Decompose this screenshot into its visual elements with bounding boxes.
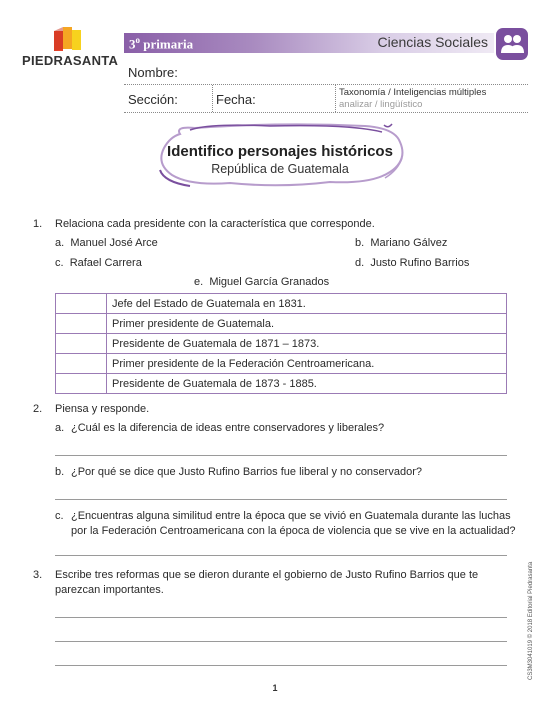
subquestion-letter: a. (55, 422, 65, 434)
answer-line[interactable] (55, 617, 507, 618)
subject-title: Ciencias Sociales (377, 34, 488, 50)
row-description: Primer presidente de Guatemala. (107, 314, 507, 334)
option-item: a. Manuel José Arce (55, 237, 158, 249)
question-number: 1. (33, 218, 43, 230)
table-row (56, 374, 507, 394)
answer-cell[interactable] (56, 294, 107, 314)
question-prompt: Escribe tres reformas que se dieron durante el gobierno de Justo Rufino Barrios que te (55, 569, 479, 581)
taxonomy-label: Taxonomía / Inteligencias múltiples (339, 87, 487, 98)
matching-table (55, 293, 507, 394)
subquestion-text: ¿Encuentras alguna similitud entre la época que se vivió en Guatemala durante las luchas (71, 510, 511, 522)
subquestion-letter: c. (55, 510, 64, 522)
taxonomy-value: analizar / lingüístico (339, 99, 423, 110)
question-prompt: Piensa y responde. (55, 403, 150, 415)
answer-cell[interactable] (56, 334, 107, 354)
question-number: 3. (33, 569, 43, 581)
question-number: 2. (33, 403, 43, 415)
table-row (56, 294, 507, 314)
option-item: c. Rafael Carrera (55, 257, 142, 269)
name-label: Nombre: (128, 65, 178, 80)
answer-line[interactable] (55, 499, 507, 500)
divider (212, 85, 213, 112)
piedrasanta-logo-icon (52, 25, 84, 53)
grade-label: 3$^o$ primaria (129, 35, 194, 52)
option-item: d. Justo Rufino Barrios (355, 257, 470, 269)
table-row (56, 314, 507, 334)
question-prompt: parezcan importantes. (55, 584, 164, 596)
answer-cell[interactable] (56, 354, 107, 374)
name-line[interactable] (124, 84, 528, 85)
people-icon (496, 28, 528, 60)
answer-line[interactable] (55, 665, 507, 666)
row-description: Primer presidente de la Federación Centroamericana. (107, 354, 507, 374)
subquestion-text: ¿Cuál es la diferencia de ideas entre conservadores y liberales? (71, 422, 385, 434)
section-line[interactable] (124, 112, 528, 113)
divider (335, 85, 336, 112)
row-description: Presidente de Guatemala de 1871 – 1873. (107, 334, 507, 354)
logo-text: PIEDRASANTA (22, 53, 119, 68)
page-number: 1 (272, 683, 278, 693)
subquestion-letter: b. (55, 466, 65, 478)
table-row (56, 334, 507, 354)
subquestion-text: ¿Por qué se dice que Justo Rufino Barrios fue liberal y no conservador? (71, 466, 422, 478)
date-label: Fecha: (216, 92, 256, 107)
table-row (56, 354, 507, 374)
answer-line[interactable] (55, 455, 507, 456)
answer-line[interactable] (55, 555, 507, 556)
option-item: b. Mariano Gálvez (355, 237, 448, 249)
section-label: Sección: (128, 92, 178, 107)
copyright-code: CS3M3041019 © 2018 Editorial Piedrasanta (528, 561, 534, 680)
subquestion-text: por la Federación Centroamericana con la época de violencia que se vive en la actualidad? (71, 525, 516, 537)
worksheet-subtitle: República de Guatemala (211, 162, 349, 176)
row-description: Presidente de Guatemala de 1873 - 1885. (107, 374, 507, 394)
answer-cell[interactable] (56, 374, 107, 394)
option-item: e. Miguel García Granados (194, 276, 330, 288)
row-description: Jefe del Estado de Guatemala en 1831. (107, 294, 507, 314)
question-prompt: Relaciona cada presidente con la característica que corresponde. (55, 218, 375, 230)
answer-line[interactable] (55, 641, 507, 642)
worksheet-title: Identifico personajes históricos (167, 143, 393, 160)
answer-cell[interactable] (56, 314, 107, 334)
